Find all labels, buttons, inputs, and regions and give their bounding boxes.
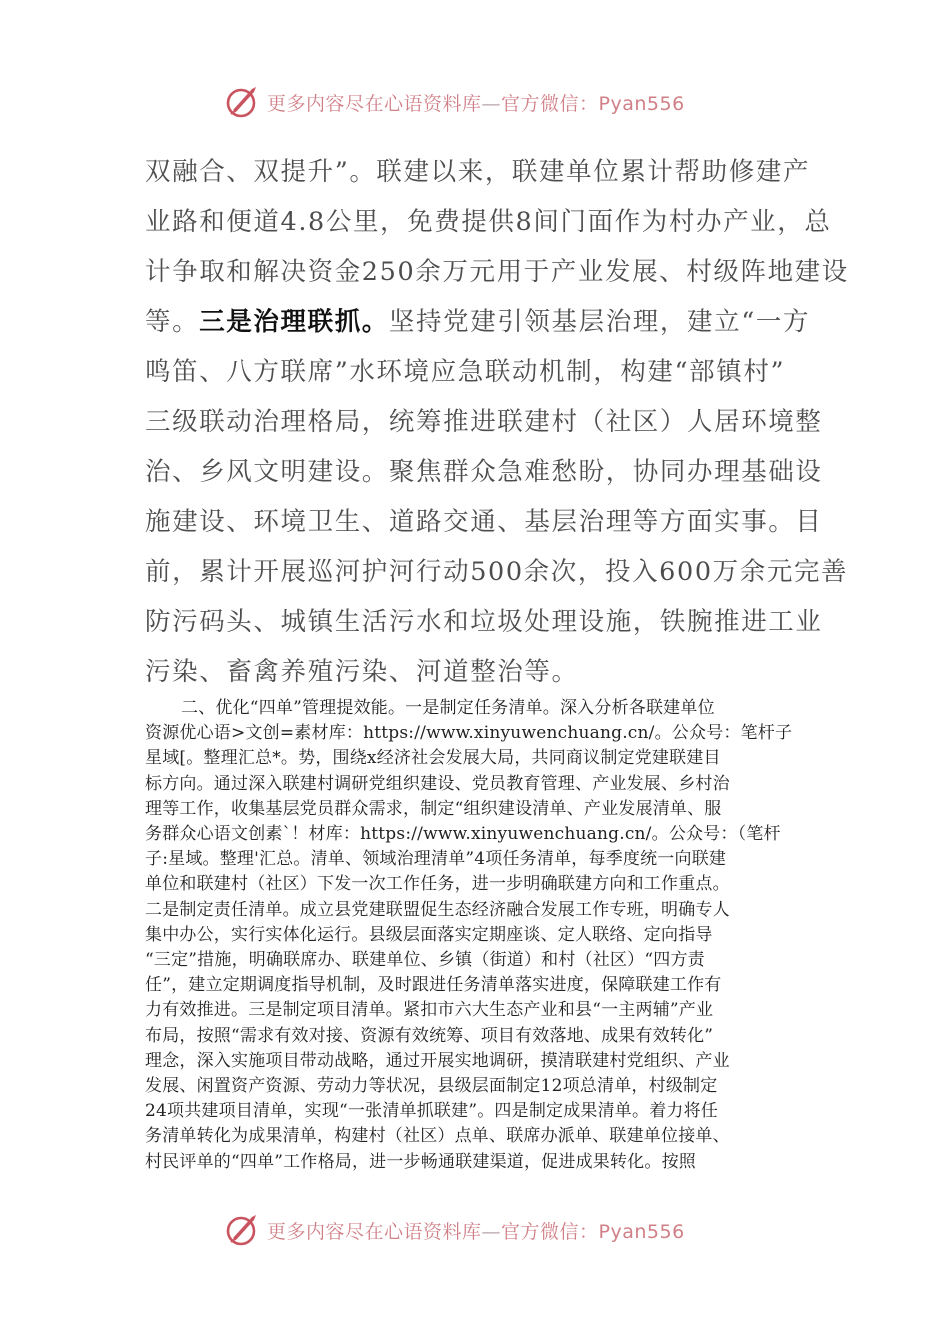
main-paragraph bbox=[145, 147, 849, 697]
banner-text bbox=[267, 1217, 685, 1244]
banner-slogan: 更多内容尽在心语资料库 bbox=[267, 92, 482, 115]
text-line: 治、乡风文明建设。聚焦群众急难愁盼，协同办理基础设 bbox=[145, 457, 823, 487]
text-line: 24项共建项目清单，实现“一张清单抓联建”。四是制定成果清单。着力将任 bbox=[145, 1101, 719, 1122]
text-line: 施建设、环境卫生、道路交通、基层治理等方面实事。目 bbox=[145, 507, 823, 537]
text-line: 任”，建立定期调度指导机制，及时跟进任务清单落实进度，保障联建工作有 bbox=[145, 975, 722, 996]
text-line: 力有效推进。三是制定项目清单。紧扣市六大生态产业和县“一主两辅”产业 bbox=[145, 1000, 714, 1021]
text-line: 集中办公，实行实体化运行。县级层面落实定期座谈、定人联络、定向指导 bbox=[145, 924, 713, 945]
quill-logo-icon bbox=[225, 1212, 261, 1248]
banner-separator: — bbox=[481, 92, 502, 115]
banner-label: 官方微信： bbox=[501, 1220, 599, 1243]
text-line: 村民评单的“四单”工作格局，进一步畅通联建渠道，促进成果转化。按照 bbox=[145, 1151, 696, 1172]
secondary-paragraph bbox=[145, 696, 810, 1175]
text-line: 单位和联建村（社区）下发一次工作任务，进一步明确联建方向和工作重点。 bbox=[145, 874, 730, 895]
banner-wechat-id: Pyan556 bbox=[598, 1220, 685, 1243]
text-line: 防污码头、城镇生活污水和垃圾处理设施，铁腕推进工业 bbox=[145, 607, 823, 637]
text-line: 前，累计开展巡河护河行动500余次，投入600万余元完善 bbox=[145, 557, 849, 587]
text-line: 二是制定责任清单。成立县党建联盟促生态经济融合发展工作专班，明确专人 bbox=[145, 899, 730, 920]
text-line: 子:星域。整理'汇总。清单、领域治理清单”4项任务清单，每季度统一向联建 bbox=[145, 849, 727, 870]
text-line: 双融合、双提升”。联建以来，联建单位累计帮助修建产 bbox=[145, 157, 811, 187]
banner-wechat-id: Pyan556 bbox=[598, 92, 685, 115]
text-segment: 坚持党建引领基层治理，建立“一方 bbox=[388, 307, 811, 337]
text-line: 污染、畜禽养殖污染、河道整治等。 bbox=[145, 657, 579, 687]
text-line: 务清单转化为成果清单，构建村（社区）点单、联席办派单、联建单位接单、 bbox=[145, 1126, 730, 1147]
text-line: 三级联动治理格局，统筹推进联建村（社区）人居环境整 bbox=[145, 407, 823, 437]
header-banner bbox=[225, 82, 745, 122]
footer-banner bbox=[225, 1210, 745, 1250]
banner-separator: — bbox=[481, 1220, 502, 1243]
banner-slogan: 更多内容尽在心语资料库 bbox=[267, 1220, 482, 1243]
text-segment: 等。 bbox=[145, 307, 200, 337]
text-line: 二、优化“四单”管理提效能。一是制定任务清单。深入分析各联建单位 bbox=[181, 698, 715, 718]
text-line: 理念，深入实施项目带动战略，通过开展实地调研，摸清联建村党组织、产业 bbox=[145, 1050, 730, 1071]
text-line: 发展、闲置资产资源、劳动力等状况，县级层面制定12项总清单，村级制定 bbox=[145, 1076, 718, 1097]
text-line: 计争取和解决资金250余万元用于产业发展、村级阵地建设 bbox=[145, 257, 849, 287]
text-line: 鸣笛、八方联席”水环境应急联动机制，构建“部镇村” bbox=[145, 357, 786, 387]
bold-heading: 三是治理联抓。 bbox=[199, 307, 389, 337]
text-line bbox=[145, 297, 810, 347]
text-line: 星域[。整理汇总*。势，围绕x经济社会发展大局，共同商议制定党建联建目 bbox=[145, 748, 721, 769]
banner-text bbox=[267, 89, 685, 116]
text-line: 理等工作，收集基层党员群众需求，制定“组织建设清单、产业发展清单、服 bbox=[145, 798, 722, 819]
text-line: 资源优心语>文创=素材库：https://www.xinyuwenchuang.cn/。公众号：笔杆子 bbox=[145, 723, 793, 744]
text-line: 业路和便道4.8公里，免费提供8间门面作为村办产业，总 bbox=[145, 207, 832, 237]
text-line: 务群众心语文创素`！材库：https://www.xinyuwenchuang.cn/。公众号：（笔杆 bbox=[145, 824, 781, 845]
text-line: 布局，按照“需求有效对接、资源有效统筹、项目有效落地、成果有效转化” bbox=[145, 1025, 714, 1046]
text-line: 标方向。通过深入联建村调研党组织建设、党员教育管理、产业发展、乡村治 bbox=[145, 773, 730, 794]
text-line: “三定”措施，明确联席办、联建单位、乡镇（街道）和村（社区）“四方责 bbox=[145, 950, 705, 971]
banner-label: 官方微信： bbox=[501, 92, 599, 115]
quill-logo-icon bbox=[225, 84, 261, 120]
